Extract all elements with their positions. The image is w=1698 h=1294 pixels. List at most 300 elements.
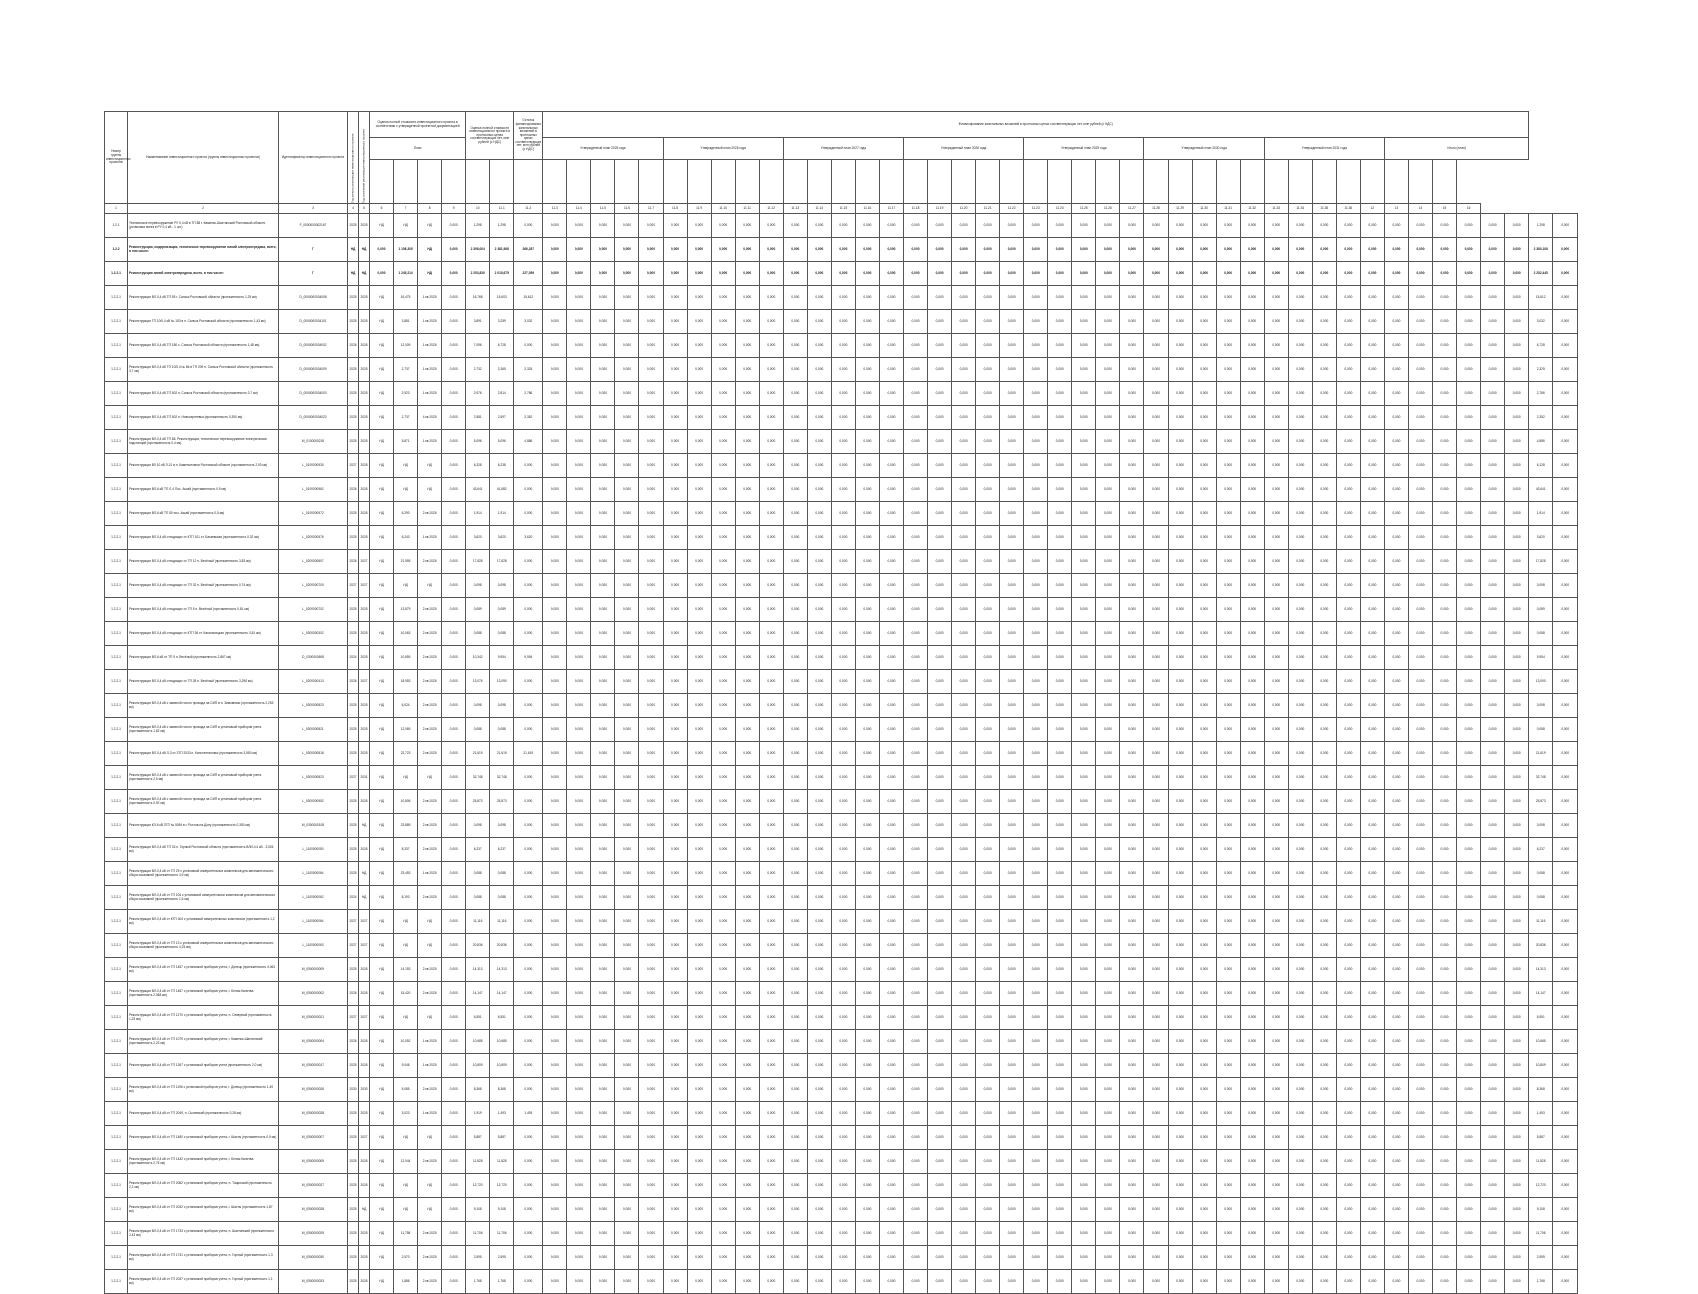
row-financing-cell: 0,000	[759, 1006, 783, 1030]
row-financing-cell: 0,000	[735, 1222, 759, 1246]
row-financing-cell: 0,000	[1144, 238, 1168, 262]
row-financing-cell: 0,000	[831, 214, 855, 238]
table-row	[105, 1102, 1578, 1126]
row-financing-cell: 0,000	[1384, 694, 1408, 718]
row-financing-cell: 0,000	[1481, 358, 1505, 382]
header-subcol	[952, 160, 976, 204]
row-financing-cell: 0,000	[903, 1102, 927, 1126]
row-total-extra: 0,000	[1553, 358, 1578, 382]
row-cost-4: 0,000	[442, 286, 466, 310]
row-financing-cell: 0,000	[687, 1078, 711, 1102]
row-financing-cell: 0,000	[591, 790, 615, 814]
row-financing-cell: 0,000	[1000, 862, 1024, 886]
row-financing-cell: 0,000	[952, 574, 976, 598]
row-financing-cell: 0,000	[807, 1174, 831, 1198]
row-financing-cell: 0,000	[1481, 1078, 1505, 1102]
row-financing-cell: 0,000	[1096, 982, 1120, 1006]
row-financing-cell: 0,000	[1144, 550, 1168, 574]
row-estimate-1: 6,237	[466, 838, 490, 862]
row-financing-cell: 0,000	[1481, 310, 1505, 334]
row-financing-cell: 0,000	[1192, 214, 1216, 238]
column-number: 11.22	[1000, 204, 1024, 214]
row-cost-1: НД	[370, 1198, 394, 1222]
row-total: 2,352	[1529, 406, 1553, 430]
row-financing-cell: 0,000	[591, 958, 615, 982]
row-total-extra: 0,000	[1553, 214, 1578, 238]
row-number: 1.2.2.1	[105, 670, 128, 694]
row-financing-cell: 0,000	[639, 406, 663, 430]
row-financing-cell: 0,000	[615, 1078, 639, 1102]
row-financing-cell: 0,000	[1288, 1222, 1312, 1246]
row-financing-cell: 0,000	[1457, 598, 1481, 622]
row-financing-cell: 0,000	[1120, 718, 1144, 742]
row-year-start: 2027	[348, 910, 359, 934]
row-financing-cell: 0,000	[687, 1222, 711, 1246]
row-financing-cell: 0,000	[1024, 1222, 1048, 1246]
row-financing-cell: 0,000	[831, 574, 855, 598]
row-financing-cell: 0,000	[591, 1126, 615, 1150]
row-financing-cell: 0,000	[855, 838, 879, 862]
row-financing-cell: 0,000	[1312, 454, 1336, 478]
row-financing-cell: 0,000	[1096, 742, 1120, 766]
row-financing-cell: 0,000	[1240, 814, 1264, 838]
row-cost-4: 0,000	[442, 430, 466, 454]
row-cost-4: 0,000	[442, 1078, 466, 1102]
row-financing-cell: 0,000	[928, 430, 952, 454]
row-financing-cell: 0,000	[903, 838, 927, 862]
row-financing-cell: 0,000	[1264, 838, 1288, 862]
row-id: L_0200000702	[279, 598, 348, 622]
row-financing-cell: 0,000	[903, 718, 927, 742]
row-financing-cell: 0,000	[543, 718, 567, 742]
row-id: L_0100000930	[279, 454, 348, 478]
row-financing-cell: 0,000	[1240, 1126, 1264, 1150]
row-financing-cell: 0,000	[735, 286, 759, 310]
row-financing-cell: 0,000	[928, 1150, 952, 1174]
row-financing-cell: 0,000	[1048, 718, 1072, 742]
header-cost-group: Оценка полной стоимости инвестиционного проекта в соответствии с утвержденной проектной документацией	[370, 112, 466, 138]
row-financing-cell: 0,000	[1144, 478, 1168, 502]
row-estimate-2: 6,237	[490, 838, 514, 862]
column-number: 16	[1457, 204, 1481, 214]
row-financing-cell: 0,000	[903, 766, 927, 790]
row-financing-cell: 0,000	[1336, 886, 1360, 910]
row-financing-cell: 0,000	[711, 1270, 735, 1294]
row-financing-cell: 0,000	[976, 1174, 1000, 1198]
row-cost-4: 0,000	[442, 310, 466, 334]
row-financing-cell: 0,000	[711, 910, 735, 934]
row-financing-cell: 0,000	[735, 790, 759, 814]
row-financing-cell: 0,000	[711, 838, 735, 862]
row-financing-cell: 0,000	[1433, 1054, 1457, 1078]
row-cost-4: 0,000	[442, 1246, 466, 1270]
row-financing-cell: 0,000	[783, 958, 807, 982]
row-financing-cell: 0,000	[639, 358, 663, 382]
row-financing-cell: 0,000	[1120, 286, 1144, 310]
row-financing-cell: 0,000	[1433, 742, 1457, 766]
row-financing-cell: 0,000	[1481, 286, 1505, 310]
row-financing-cell: 0,000	[1408, 1126, 1432, 1150]
row-financing-cell: 0,000	[855, 526, 879, 550]
row-financing-cell: 0,000	[1408, 1006, 1432, 1030]
row-financing-cell: 0,000	[1384, 958, 1408, 982]
row-financing-cell: 0,000	[567, 1030, 591, 1054]
row-financing-cell: 0,000	[1048, 1270, 1072, 1294]
row-financing-cell: 0,000	[855, 886, 879, 910]
row-financing-cell: 0,000	[1192, 502, 1216, 526]
row-financing-cell: 0,000	[976, 286, 1000, 310]
row-number: 1.2.2.1	[105, 1054, 128, 1078]
row-total-extra: 0,000	[1553, 886, 1578, 910]
row-financing-cell: 0,000	[1360, 358, 1384, 382]
row-financing-cell: 0,000	[735, 1270, 759, 1294]
row-estimate-1: 10,342	[466, 646, 490, 670]
row-number: 1.2.2.1	[105, 718, 128, 742]
row-financing-cell: 0,000	[783, 526, 807, 550]
row-financing-cell: 0,000	[928, 478, 952, 502]
table-row	[105, 214, 1578, 238]
row-number: 1.2.2.1	[105, 478, 128, 502]
row-financing-cell: 0,000	[1072, 790, 1096, 814]
row-financing-cell: 0,000	[639, 1030, 663, 1054]
row-financing-cell: 0,000	[831, 238, 855, 262]
row-financing-cell: 0,000	[1457, 862, 1481, 886]
row-financing-cell: 0,000	[1216, 430, 1240, 454]
row-financing-cell: 0,000	[1240, 934, 1264, 958]
row-cost-3: 2 кв 2025	[418, 814, 442, 838]
row-financing-cell: 0,000	[1408, 838, 1432, 862]
row-estimate-1: 20,836	[466, 934, 490, 958]
row-financing-cell: 0,000	[1144, 1174, 1168, 1198]
row-financing-cell: 0,000	[1096, 358, 1120, 382]
row-financing-cell: 0,000	[783, 790, 807, 814]
row-financing-cell: 0,000	[1120, 310, 1144, 334]
row-financing-cell: 0,000	[807, 790, 831, 814]
row-financing-cell: 0,000	[1360, 1078, 1384, 1102]
row-financing-cell: 0,000	[567, 334, 591, 358]
row-financing-cell: 0,000	[1096, 454, 1120, 478]
header-year-end: Год окончания реализации инвестиционного проекта	[359, 112, 370, 204]
row-cost-3: 2 кв 2025	[418, 886, 442, 910]
row-financing-cell: 0,000	[1024, 982, 1048, 1006]
row-financing-cell: 0,000	[591, 382, 615, 406]
row-financing-cell: 0,000	[1457, 1102, 1481, 1126]
row-financing-cell: 0,000	[879, 574, 903, 598]
row-cost-4: 0,000	[442, 814, 466, 838]
row-financing-cell: 0,000	[1216, 1078, 1240, 1102]
row-financing-cell: 0,000	[639, 1246, 663, 1270]
row-financing-cell: 0,000	[687, 1030, 711, 1054]
row-financing-cell: 0,000	[1144, 934, 1168, 958]
row-financing-cell: 0,000	[1192, 766, 1216, 790]
row-total-extra: 0,000	[1553, 982, 1578, 1006]
row-financing-cell: 0,000	[1481, 382, 1505, 406]
row-total: 1,298	[1529, 214, 1553, 238]
row-financing-cell: 0,000	[1144, 742, 1168, 766]
row-financing-cell: 0,000	[711, 478, 735, 502]
row-financing-cell: 0,000	[952, 742, 976, 766]
row-financing-cell: 0,000	[1144, 1246, 1168, 1270]
row-financing-cell: 0,000	[687, 1246, 711, 1270]
row-financing-cell: 0,000	[687, 454, 711, 478]
row-total: 6,237	[1529, 838, 1553, 862]
row-financing-cell: 0,000	[831, 286, 855, 310]
row-financing-cell: 0,000	[1024, 214, 1048, 238]
row-financing-cell: 0,000	[1505, 670, 1529, 694]
row-financing-cell: 0,000	[711, 766, 735, 790]
row-financing-cell: 0,000	[1312, 766, 1336, 790]
row-financing-cell: 0,000	[639, 238, 663, 262]
row-financing-cell: 0,000	[735, 718, 759, 742]
row-financing-cell: 0,000	[687, 1198, 711, 1222]
row-financing-cell: 0,000	[1384, 406, 1408, 430]
row-cost-1: НД	[370, 766, 394, 790]
row-cost-3: 1 кв 2025	[418, 862, 442, 886]
row-financing-cell: 0,000	[952, 334, 976, 358]
row-financing-cell: 0,000	[1168, 214, 1192, 238]
row-financing-cell: 0,000	[903, 862, 927, 886]
row-financing-cell: 0,000	[1192, 958, 1216, 982]
row-financing-cell: 0,000	[831, 886, 855, 910]
row-financing-cell: 0,000	[1144, 838, 1168, 862]
row-financing-cell: 0,000	[1481, 814, 1505, 838]
row-financing-cell: 0,000	[928, 886, 952, 910]
row-financing-cell: 0,000	[591, 286, 615, 310]
row-financing-cell: 0,000	[1264, 526, 1288, 550]
row-financing-cell: 0,000	[1408, 262, 1432, 286]
row-financing-cell: 0,000	[976, 310, 1000, 334]
table-row	[105, 1078, 1578, 1102]
table-row	[105, 334, 1578, 358]
row-financing-cell: 0,000	[1312, 526, 1336, 550]
row-financing-cell: 0,000	[1336, 310, 1360, 334]
row-financing-cell: 0,000	[567, 1150, 591, 1174]
row-number: 1.2.2.1	[105, 502, 128, 526]
row-financing-cell: 0,000	[1096, 1222, 1120, 1246]
row-financing-cell: 0,000	[759, 958, 783, 982]
row-financing-cell: 0,000	[567, 358, 591, 382]
row-financing-cell: 0,000	[1096, 406, 1120, 430]
row-financing-cell: 0,000	[1505, 1006, 1529, 1030]
row-financing-cell: 0,000	[831, 550, 855, 574]
row-financing-cell: 0,000	[1216, 502, 1240, 526]
row-financing-cell: 0,000	[1312, 598, 1336, 622]
row-financing-cell: 0,000	[928, 1174, 952, 1198]
row-financing-cell: 0,000	[1433, 766, 1457, 790]
row-financing-cell: 0,000	[879, 670, 903, 694]
row-financing-cell: 0,000	[1433, 694, 1457, 718]
row-financing-cell: 0,000	[1216, 406, 1240, 430]
row-financing-cell: 0,000	[1288, 718, 1312, 742]
row-name: Реконструкция, модернизация, техническое перевооружение линий электропередачи, всего, в том числе:	[128, 238, 279, 262]
row-financing-cell: 0,000	[903, 1006, 927, 1030]
row-financing-cell: 0,000	[831, 406, 855, 430]
row-financing-cell: 0,000	[783, 382, 807, 406]
row-financing-cell: 0,000	[903, 886, 927, 910]
row-id: М_0100000218	[279, 430, 348, 454]
row-financing-cell: 0,000	[1264, 646, 1288, 670]
row-financing-cell: 0,000	[1336, 526, 1360, 550]
row-financing-cell: 0,000	[1000, 598, 1024, 622]
row-year-start: 2025	[348, 958, 359, 982]
row-financing-cell: 0,000	[903, 814, 927, 838]
row-financing-cell: 0,000	[1168, 1054, 1192, 1078]
row-financing-cell: 0,000	[1192, 382, 1216, 406]
row-financing-cell: 0,000	[783, 502, 807, 526]
row-remaining: 0,000	[514, 1006, 543, 1030]
row-number: 1.2.2.1	[105, 1150, 128, 1174]
row-financing-cell: 0,000	[783, 766, 807, 790]
column-number: 11.16	[855, 204, 879, 214]
row-financing-cell: 0,000	[1336, 430, 1360, 454]
row-estimate-2: 3,259	[490, 310, 514, 334]
row-financing-cell: 0,000	[639, 334, 663, 358]
row-financing-cell: 0,000	[1457, 406, 1481, 430]
row-financing-cell: 0,000	[1192, 1078, 1216, 1102]
row-cost-3: НД	[418, 910, 442, 934]
row-cost-2: 23,889	[394, 814, 418, 838]
row-financing-cell: 0,000	[1433, 622, 1457, 646]
row-financing-cell: 0,000	[1288, 262, 1312, 286]
row-financing-cell: 0,000	[1457, 574, 1481, 598]
row-financing-cell: 0,000	[663, 310, 687, 334]
row-financing-cell: 0,000	[1384, 334, 1408, 358]
row-financing-cell: 0,000	[952, 982, 976, 1006]
row-financing-cell: 0,000	[879, 1150, 903, 1174]
row-financing-cell: 0,000	[879, 238, 903, 262]
row-financing-cell: 0,000	[663, 574, 687, 598]
column-number: 11.28	[1144, 204, 1168, 214]
row-year-start: 2025	[348, 814, 359, 838]
row-financing-cell: 0,000	[615, 958, 639, 982]
table-row	[105, 934, 1578, 958]
row-year-start: 2026	[348, 1030, 359, 1054]
row-financing-cell: 0,000	[1192, 1222, 1216, 1246]
row-financing-cell: 0,000	[735, 838, 759, 862]
row-financing-cell: 0,000	[807, 358, 831, 382]
column-number: 11.35	[1312, 204, 1336, 214]
row-year-end: 2026	[359, 838, 370, 862]
row-financing-cell: 0,000	[543, 550, 567, 574]
row-financing-cell: 0,000	[687, 598, 711, 622]
row-financing-cell: 0,000	[783, 1174, 807, 1198]
row-financing-cell: 0,000	[543, 406, 567, 430]
row-cost-2: НД	[394, 574, 418, 598]
row-financing-cell: 0,000	[1433, 1006, 1457, 1030]
row-financing-cell: 0,000	[1360, 1270, 1384, 1294]
row-year-end: 2026	[359, 1174, 370, 1198]
row-total-extra: 0,000	[1553, 1030, 1578, 1054]
row-financing-cell: 0,000	[735, 574, 759, 598]
row-financing-cell: 0,000	[1192, 982, 1216, 1006]
row-financing-cell: 0,000	[687, 1174, 711, 1198]
row-financing-cell: 0,000	[976, 598, 1000, 622]
row-financing-cell: 0,000	[879, 550, 903, 574]
row-financing-cell: 0,000	[711, 1246, 735, 1270]
row-year-end: 2025	[359, 214, 370, 238]
row-financing-cell: 0,000	[1192, 862, 1216, 886]
row-cost-2: НД	[394, 766, 418, 790]
row-total: 0,098	[1529, 574, 1553, 598]
row-financing-cell: 0,000	[1120, 1006, 1144, 1030]
row-financing-cell: 0,000	[1336, 742, 1360, 766]
row-year-end: 2028	[359, 454, 370, 478]
row-financing-cell: 0,000	[567, 214, 591, 238]
row-financing-cell: 0,000	[1216, 382, 1240, 406]
row-financing-cell: 0,000	[879, 1270, 903, 1294]
row-financing-cell: 0,000	[1192, 478, 1216, 502]
row-estimate-1: 14,147	[466, 982, 490, 1006]
row-financing-cell: 0,000	[1192, 262, 1216, 286]
row-financing-cell: 0,000	[879, 646, 903, 670]
row-financing-cell: 0,000	[855, 454, 879, 478]
row-financing-cell: 0,000	[1408, 814, 1432, 838]
row-id: L_0300000952	[279, 790, 348, 814]
row-financing-cell: 0,000	[1336, 862, 1360, 886]
row-financing-cell: 0,000	[567, 238, 591, 262]
row-cost-2: 23,453	[394, 862, 418, 886]
row-financing-cell: 0,000	[1288, 1054, 1312, 1078]
row-year-start: 2025	[348, 790, 359, 814]
row-financing-cell: 0,000	[879, 526, 903, 550]
row-financing-cell: 0,000	[735, 1078, 759, 1102]
row-financing-cell: 0,000	[1433, 1102, 1457, 1126]
row-cost-3: 2 кв 2025	[418, 718, 442, 742]
table-row	[105, 766, 1578, 790]
row-financing-cell: 0,000	[1048, 310, 1072, 334]
row-financing-cell: 0,000	[687, 526, 711, 550]
row-name: Реконструкция ВЛ-0,4 кВ от ТП 2037 с установкой приборов учета, п. Горный (протяженность 1,1 км)	[128, 1270, 279, 1294]
row-year-end: 2030	[359, 1078, 370, 1102]
row-financing-cell: 0,000	[1288, 742, 1312, 766]
row-financing-cell: 0,000	[928, 862, 952, 886]
header-subcol	[879, 160, 903, 204]
row-financing-cell: 0,000	[1288, 862, 1312, 886]
row-financing-cell: 0,000	[1144, 214, 1168, 238]
row-financing-cell: 0,000	[591, 1030, 615, 1054]
row-remaining: 0,000	[514, 502, 543, 526]
row-financing-cell: 0,000	[687, 814, 711, 838]
row-year-start: 2025	[348, 598, 359, 622]
row-financing-cell: 0,000	[903, 982, 927, 1006]
row-cost-1: НД	[370, 1030, 394, 1054]
row-financing-cell: 0,000	[1072, 646, 1096, 670]
header-subcol	[567, 160, 591, 204]
row-name: Реконструкция ВЛ-0,4 кВ от ТП 2032 с установкой приборов учета, г. Шахты (протяженность 1,87 км)	[128, 1198, 279, 1222]
row-financing-cell: 0,000	[1000, 1222, 1024, 1246]
row-financing-cell: 0,000	[1024, 646, 1048, 670]
row-total: 21,619	[1529, 742, 1553, 766]
row-financing-cell: 0,000	[1120, 382, 1144, 406]
row-financing-cell: 0,000	[1264, 1102, 1288, 1126]
row-financing-cell: 0,000	[1120, 1198, 1144, 1222]
row-financing-cell: 0,000	[1240, 1222, 1264, 1246]
row-financing-cell: 0,000	[735, 550, 759, 574]
row-financing-cell: 0,000	[1072, 670, 1096, 694]
row-financing-cell: 0,000	[1216, 478, 1240, 502]
row-financing-cell: 0,000	[1096, 862, 1120, 886]
row-financing-cell: 0,000	[1024, 358, 1048, 382]
row-financing-cell: 0,000	[1264, 1246, 1288, 1270]
row-financing-cell: 0,000	[1024, 934, 1048, 958]
row-financing-cell: 0,000	[1192, 790, 1216, 814]
row-financing-cell: 0,000	[1505, 406, 1529, 430]
row-total-extra: 0,000	[1553, 934, 1578, 958]
row-financing-cell: 0,000	[1168, 958, 1192, 982]
row-cost-4: 0,000	[442, 1150, 466, 1174]
row-number: 1.2.2.1	[105, 598, 128, 622]
row-cost-4: 0,000	[442, 790, 466, 814]
